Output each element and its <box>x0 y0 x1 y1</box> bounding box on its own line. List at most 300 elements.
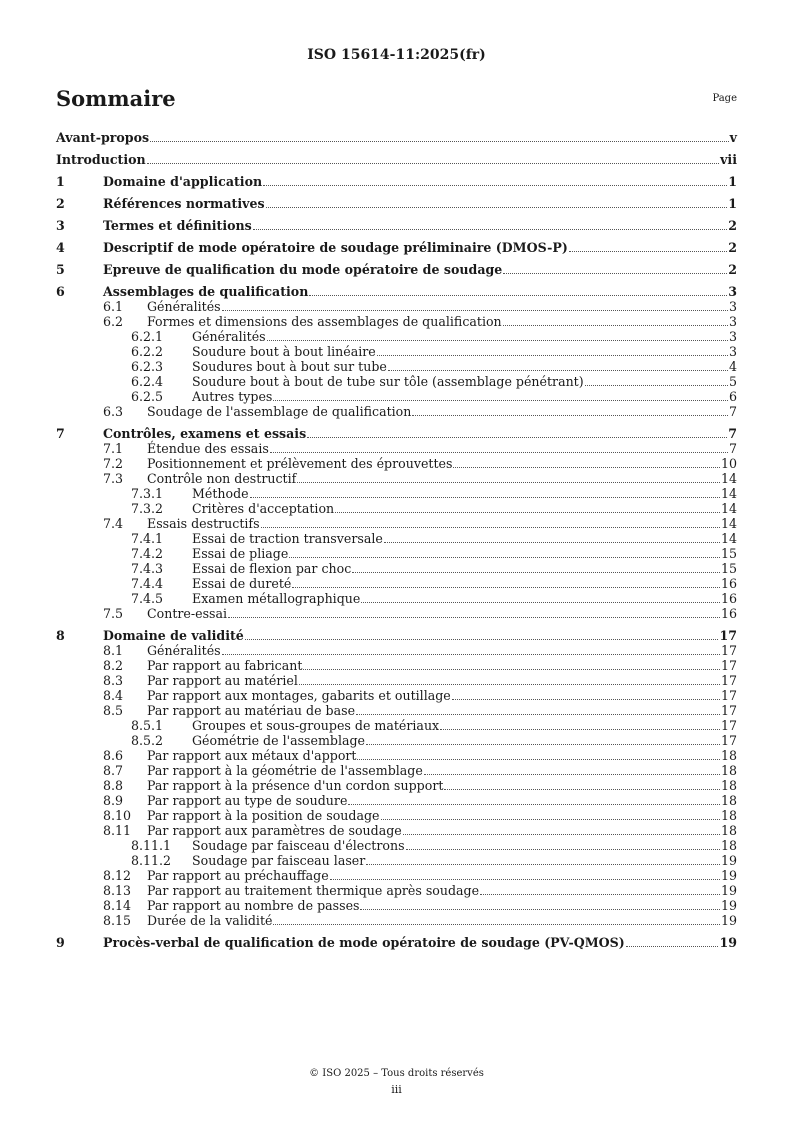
dot-leader <box>384 541 720 543</box>
toc-entry-page: 6 <box>728 389 737 404</box>
toc-entry[interactable] <box>56 374 737 389</box>
toc-entry-number: 6 <box>56 284 65 299</box>
toc-entry[interactable] <box>56 778 737 793</box>
toc-entry-page: 17 <box>719 628 737 643</box>
dot-leader <box>453 466 720 468</box>
toc-entry[interactable] <box>56 561 737 576</box>
toc-entry-line <box>147 673 737 688</box>
toc-entry-page: 19 <box>719 935 737 950</box>
toc-entry[interactable] <box>56 404 737 419</box>
dot-leader <box>424 773 720 775</box>
toc-entry-page: 1 <box>728 196 737 211</box>
toc-entry-line <box>192 531 737 546</box>
toc-entry-line <box>147 748 737 763</box>
toc-entry-number: 7.2 <box>103 456 124 471</box>
toc-entry-number: 6.1 <box>103 299 124 314</box>
dot-leader <box>289 556 720 558</box>
toc-entry-title: Par rapport au traitement thermique après soudage <box>147 883 480 898</box>
dot-leader <box>361 601 720 603</box>
toc-entry-number: 7 <box>56 426 65 441</box>
toc-entry-line <box>56 130 737 145</box>
toc-entry[interactable] <box>56 501 737 516</box>
toc-entry-number: 1 <box>56 174 65 189</box>
toc-entry-title: Par rapport aux montages, gabarits et outillage <box>147 688 451 703</box>
toc-entry[interactable] <box>56 868 737 883</box>
toc-entry-line <box>147 688 737 703</box>
toc-entry-line <box>147 643 737 658</box>
toc-entry-page: 2 <box>728 240 737 255</box>
toc-entry-page: 16 <box>720 606 737 621</box>
toc-entry[interactable] <box>56 883 737 898</box>
toc-entry-title: Par rapport au type de soudure <box>147 793 348 808</box>
toc-entry-number: 5 <box>56 262 65 277</box>
dot-leader <box>222 309 728 311</box>
dot-leader <box>352 571 720 573</box>
toc-entry-title: Procès-verbal de qualification de mode opératoire de soudage (PV-QMOS) <box>103 935 625 950</box>
dot-leader <box>273 399 728 401</box>
toc-entry[interactable] <box>56 174 737 189</box>
toc-entry-title: Soudage par faisceau laser <box>192 853 366 868</box>
toc-entry-page: 15 <box>720 546 737 561</box>
toc-entry-title: Soudure bout à bout linéaire <box>192 344 376 359</box>
toc-entry-number: 7.3 <box>103 471 124 486</box>
toc-entry-title: Epreuve de qualification du mode opératoire de soudage <box>103 262 503 277</box>
toc-entry-page: 14 <box>720 471 737 486</box>
toc-entry-page: 7 <box>728 404 737 419</box>
toc-entry[interactable] <box>56 299 737 314</box>
dot-leader <box>412 414 728 416</box>
toc-entry-page: 18 <box>720 763 737 778</box>
toc-entry-line <box>103 262 737 277</box>
toc-entry-title: Par rapport au fabricant <box>147 658 303 673</box>
toc-entry-line <box>192 344 737 359</box>
toc-entry-number: 8.5.1 <box>131 718 164 733</box>
toc-entry-title: Contrôles, examens et essais <box>103 426 307 441</box>
toc-entry-line <box>192 591 737 606</box>
toc-entry-page: 17 <box>720 643 737 658</box>
toc-entry[interactable] <box>56 531 737 546</box>
toc-entry-line <box>147 763 737 778</box>
toc-entry-line <box>192 561 737 576</box>
dot-leader <box>330 878 720 880</box>
toc-entry[interactable] <box>56 808 737 823</box>
table-of-contents <box>56 130 737 950</box>
toc-entry-page: 17 <box>720 673 737 688</box>
dot-leader <box>299 683 720 685</box>
toc-entry[interactable] <box>56 673 737 688</box>
toc-title: Sommaire <box>56 86 176 111</box>
toc-entry-title: Domaine de validité <box>103 628 244 643</box>
toc-entry-title: Généralités <box>147 299 221 314</box>
toc-entry-page: 18 <box>720 778 737 793</box>
toc-entry[interactable] <box>56 359 737 374</box>
dot-leader <box>250 496 720 498</box>
toc-entry-number: 4 <box>56 240 65 255</box>
toc-entry-line <box>192 359 737 374</box>
dot-leader <box>360 908 719 910</box>
toc-entry-number: 8.11.2 <box>131 853 172 868</box>
toc-entry-number: 8.4 <box>103 688 124 703</box>
toc-entry-page: 18 <box>720 793 737 808</box>
toc-entry-line <box>103 628 737 643</box>
toc-entry-page: 1 <box>728 174 737 189</box>
toc-entry-page: 3 <box>728 329 737 344</box>
dot-leader <box>303 668 720 670</box>
toc-entry-line <box>147 913 737 928</box>
toc-entry-title: Étendue des essais <box>147 441 269 456</box>
toc-entry-number: 7.3.2 <box>131 501 164 516</box>
toc-entry[interactable] <box>56 643 737 658</box>
toc-entry-number: 8.14 <box>103 898 132 913</box>
toc-entry-number: 8.1 <box>103 643 124 658</box>
toc-entry-title: Généralités <box>147 643 221 658</box>
toc-entry[interactable] <box>56 262 737 277</box>
toc-entry-page: 19 <box>720 868 737 883</box>
toc-entry-page: 18 <box>720 748 737 763</box>
dot-leader <box>440 728 720 730</box>
toc-entry-page: vii <box>720 152 737 167</box>
toc-entry-title: Références normatives <box>103 196 265 211</box>
dot-leader <box>228 616 720 618</box>
toc-entry[interactable] <box>56 733 737 748</box>
dot-leader <box>348 803 720 805</box>
toc-entry[interactable] <box>56 606 737 621</box>
toc-entry[interactable] <box>56 576 737 591</box>
toc-entry-number: 7.4.5 <box>131 591 164 606</box>
toc-entry-title: Par rapport au préchauffage <box>147 868 329 883</box>
toc-entry-page: 16 <box>720 576 737 591</box>
toc-entry-page: 15 <box>720 561 737 576</box>
toc-entry[interactable] <box>56 718 737 733</box>
toc-entry-page: 3 <box>728 299 737 314</box>
toc-entry-page: 19 <box>720 898 737 913</box>
toc-entry-number: 8.10 <box>103 808 132 823</box>
toc-entry[interactable] <box>56 703 737 718</box>
toc-entry-number: 6.2 <box>103 314 124 329</box>
toc-entry-title: Avant-propos <box>56 130 150 145</box>
toc-entry[interactable] <box>56 486 737 501</box>
toc-entry-title: Autres types <box>192 389 273 404</box>
toc-entry-line <box>147 441 737 456</box>
toc-entry-title: Essai de pliage <box>192 546 289 561</box>
toc-entry-title: Méthode <box>192 486 249 501</box>
toc-entry-line <box>103 426 737 441</box>
toc-entry-page: 3 <box>728 284 737 299</box>
toc-entry-number: 6.2.3 <box>131 359 164 374</box>
toc-entry-title: Descriptif de mode opératoire de soudage préliminaire (DMOS-P) <box>103 240 568 255</box>
toc-entry-line <box>103 174 737 189</box>
toc-entry-title: Critères d'acceptation <box>192 501 335 516</box>
toc-entry-title: Par rapport à la présence d'un cordon support <box>147 778 444 793</box>
toc-entry-number: 6.2.4 <box>131 374 164 389</box>
toc-entry-line <box>147 793 737 808</box>
toc-entry-line <box>147 471 737 486</box>
toc-entry-line <box>147 314 737 329</box>
toc-entry-title: Assemblages de qualification <box>103 284 309 299</box>
toc-entry-number: 8.5 <box>103 703 124 718</box>
toc-entry-number: 7.4.3 <box>131 561 164 576</box>
dot-leader <box>356 713 720 715</box>
dot-leader <box>366 863 720 865</box>
toc-entry-title: Par rapport au matériel <box>147 673 298 688</box>
toc-entry[interactable] <box>56 152 737 167</box>
toc-entry-title: Contre-essai <box>147 606 228 621</box>
toc-entry[interactable] <box>56 516 737 531</box>
toc-entry-line <box>147 703 737 718</box>
toc-entry-number: 9 <box>56 935 65 950</box>
toc-entry[interactable] <box>56 314 737 329</box>
toc-entry-title: Essai de traction transversale <box>192 531 383 546</box>
toc-entry-page: v <box>729 130 737 145</box>
toc-entry-line <box>147 299 737 314</box>
dot-leader <box>366 743 720 745</box>
toc-entry-line <box>192 329 737 344</box>
dot-leader <box>266 206 728 208</box>
toc-entry-title: Par rapport aux métaux d'apport <box>147 748 357 763</box>
toc-entry-number: 6.2.1 <box>131 329 164 344</box>
dot-leader <box>267 339 728 341</box>
dot-leader <box>150 140 729 142</box>
toc-entry-line <box>147 516 737 531</box>
toc-entry-line <box>192 718 737 733</box>
toc-entry-page: 3 <box>728 314 737 329</box>
toc-entry-title: Groupes et sous-groupes de matériaux <box>192 718 440 733</box>
toc-entry-number: 8 <box>56 628 65 643</box>
toc-entry-number: 7.4.1 <box>131 531 164 546</box>
toc-entry[interactable] <box>56 240 737 255</box>
toc-entry-number: 3 <box>56 218 65 233</box>
dot-leader <box>335 511 720 513</box>
toc-entry-line <box>56 152 737 167</box>
copyright-notice: © ISO 2025 – Tous droits réservés <box>309 1068 484 1079</box>
toc-entry-number: 8.2 <box>103 658 124 673</box>
toc-entry-number: 8.11.1 <box>131 838 172 853</box>
toc-entry-page: 17 <box>720 658 737 673</box>
toc-entry-number: 8.3 <box>103 673 124 688</box>
toc-entry-page: 5 <box>728 374 737 389</box>
toc-entry[interactable] <box>56 591 737 606</box>
toc-entry-page: 17 <box>720 688 737 703</box>
dot-leader <box>309 294 727 296</box>
dot-leader <box>406 848 720 850</box>
page-number: iii <box>391 1083 402 1096</box>
toc-entry[interactable] <box>56 546 737 561</box>
toc-entry-page: 18 <box>720 838 737 853</box>
toc-entry-number: 6.2.2 <box>131 344 164 359</box>
toc-entry-line <box>103 218 737 233</box>
toc-entry-title: Introduction <box>56 152 146 167</box>
toc-entry[interactable] <box>56 763 737 778</box>
toc-entry-title: Soudage par faisceau d'électrons <box>192 838 405 853</box>
toc-entry[interactable] <box>56 898 737 913</box>
toc-entry-page: 4 <box>728 359 737 374</box>
dot-leader <box>222 653 720 655</box>
page-column-label: Page <box>712 93 737 104</box>
toc-entry-title: Par rapport à la position de soudage <box>147 808 380 823</box>
toc-entry-number: 2 <box>56 196 65 211</box>
toc-entry-page: 14 <box>720 516 737 531</box>
toc-entry[interactable] <box>56 471 737 486</box>
toc-entry-line <box>103 240 737 255</box>
toc-entry-title: Formes et dimensions des assemblages de qualification <box>147 314 502 329</box>
toc-entry[interactable] <box>56 658 737 673</box>
toc-entry-title: Par rapport au matériau de base <box>147 703 356 718</box>
toc-entry-line <box>192 853 737 868</box>
toc-entry-line <box>192 389 737 404</box>
toc-entry[interactable] <box>56 838 737 853</box>
document-id: ISO 15614-11:2025(fr) <box>307 47 486 63</box>
toc-entry-title: Termes et définitions <box>103 218 252 233</box>
toc-entry[interactable] <box>56 218 737 233</box>
toc-entry-title: Soudage de l'assemblage de qualification <box>147 404 412 419</box>
toc-entry-page: 14 <box>720 531 737 546</box>
dot-leader <box>292 586 720 588</box>
toc-entry[interactable] <box>56 688 737 703</box>
toc-entry[interactable] <box>56 329 737 344</box>
toc-entry-number: 7.4 <box>103 516 124 531</box>
toc-entry-page: 17 <box>720 718 737 733</box>
toc-entry-title: Examen métallographique <box>192 591 361 606</box>
dot-leader <box>263 184 727 186</box>
toc-entry-number: 8.6 <box>103 748 124 763</box>
toc-entry-number: 7.3.1 <box>131 486 164 501</box>
toc-entry-number: 6.2.5 <box>131 389 164 404</box>
dot-leader <box>270 451 728 453</box>
toc-entry-line <box>192 733 737 748</box>
dot-leader <box>480 893 720 895</box>
toc-entry-line <box>192 576 737 591</box>
toc-entry[interactable] <box>56 748 737 763</box>
toc-entry-page: 17 <box>720 733 737 748</box>
toc-entry-page: 7 <box>728 426 737 441</box>
toc-entry[interactable] <box>56 426 737 441</box>
toc-entry-number: 8.5.2 <box>131 733 164 748</box>
toc-entry-title: Positionnement et prélèvement des éprouvettes <box>147 456 453 471</box>
dot-leader <box>273 923 719 925</box>
dot-leader <box>569 250 727 252</box>
toc-entry[interactable] <box>56 196 737 211</box>
dot-leader <box>377 354 728 356</box>
toc-entry-page: 19 <box>720 883 737 898</box>
toc-entry-title: Durée de la validité <box>147 913 273 928</box>
toc-entry-title: Contrôle non destructif <box>147 471 297 486</box>
toc-entry-line <box>192 501 737 516</box>
toc-entry-page: 18 <box>720 823 737 838</box>
dot-leader <box>297 481 720 483</box>
toc-entry-line <box>147 823 737 838</box>
toc-entry-line <box>103 196 737 211</box>
toc-entry-number: 6.3 <box>103 404 124 419</box>
toc-entry-line <box>103 935 737 950</box>
toc-entry[interactable] <box>56 456 737 471</box>
toc-entry-page: 14 <box>720 486 737 501</box>
dot-leader <box>245 638 719 640</box>
toc-entry-line <box>192 546 737 561</box>
dot-leader <box>585 384 728 386</box>
toc-entry-number: 8.9 <box>103 793 124 808</box>
dot-leader <box>357 758 719 760</box>
toc-entry[interactable] <box>56 344 737 359</box>
page-footer <box>0 1066 793 1098</box>
toc-entry[interactable] <box>56 441 737 456</box>
toc-entry-number: 7.4.4 <box>131 576 164 591</box>
toc-entry-title: Par rapport à la géométrie de l'assemblage <box>147 763 423 778</box>
toc-entry-line <box>192 374 737 389</box>
toc-entry-title: Essais destructifs <box>147 516 260 531</box>
toc-entry-page: 2 <box>728 218 737 233</box>
toc-entry-line <box>147 868 737 883</box>
dot-leader <box>388 369 728 371</box>
toc-entry-line <box>103 284 737 299</box>
toc-entry[interactable] <box>56 793 737 808</box>
toc-entry[interactable] <box>56 935 737 950</box>
toc-entry-title: Domaine d'application <box>103 174 263 189</box>
toc-entry-line <box>147 404 737 419</box>
toc-entry[interactable] <box>56 823 737 838</box>
toc-entry-line <box>147 778 737 793</box>
dot-leader <box>261 526 720 528</box>
dot-leader <box>403 833 720 835</box>
toc-entry-line <box>192 838 737 853</box>
toc-entry-title: Géométrie de l'assemblage <box>192 733 366 748</box>
toc-entry-line <box>147 456 737 471</box>
toc-entry-line <box>192 486 737 501</box>
dot-leader <box>147 162 719 164</box>
toc-entry-title: Soudures bout à bout sur tube <box>192 359 387 374</box>
toc-entry-page: 3 <box>728 344 737 359</box>
toc-entry-page: 16 <box>720 591 737 606</box>
toc-entry[interactable] <box>56 853 737 868</box>
toc-entry-number: 7.5 <box>103 606 124 621</box>
toc-entry-line <box>147 606 737 621</box>
toc-entry-page: 19 <box>720 853 737 868</box>
dot-leader <box>503 324 728 326</box>
dot-leader <box>503 272 727 274</box>
dot-leader <box>307 436 727 438</box>
toc-entry-line <box>147 808 737 823</box>
toc-entry-number: 8.15 <box>103 913 132 928</box>
toc-entry-number: 8.7 <box>103 763 124 778</box>
dot-leader <box>253 228 727 230</box>
toc-entry[interactable] <box>56 913 737 928</box>
toc-entry[interactable] <box>56 628 737 643</box>
dot-leader <box>381 818 720 820</box>
toc-entry-title: Essai de flexion par choc <box>192 561 352 576</box>
toc-entry-line <box>147 898 737 913</box>
dot-leader <box>452 698 720 700</box>
toc-entry-number: 8.8 <box>103 778 124 793</box>
toc-entry-number: 8.11 <box>103 823 132 838</box>
toc-entry-title: Par rapport au nombre de passes <box>147 898 360 913</box>
toc-entry-page: 7 <box>728 441 737 456</box>
toc-entry-number: 7.1 <box>103 441 124 456</box>
toc-entry[interactable] <box>56 130 737 145</box>
toc-entry-title: Généralités <box>192 329 266 344</box>
toc-entry-number: 8.13 <box>103 883 132 898</box>
toc-entry-page: 19 <box>720 913 737 928</box>
toc-entry-line <box>147 658 737 673</box>
toc-entry-page: 2 <box>728 262 737 277</box>
toc-entry-page: 14 <box>720 501 737 516</box>
dot-leader <box>444 788 720 790</box>
toc-entry-line <box>147 883 737 898</box>
toc-entry[interactable] <box>56 389 737 404</box>
toc-entry-title: Essai de dureté <box>192 576 292 591</box>
toc-entry-page: 10 <box>720 456 737 471</box>
toc-entry-number: 8.12 <box>103 868 132 883</box>
toc-entry[interactable] <box>56 284 737 299</box>
toc-entry-title: Par rapport aux paramètres de soudage <box>147 823 402 838</box>
